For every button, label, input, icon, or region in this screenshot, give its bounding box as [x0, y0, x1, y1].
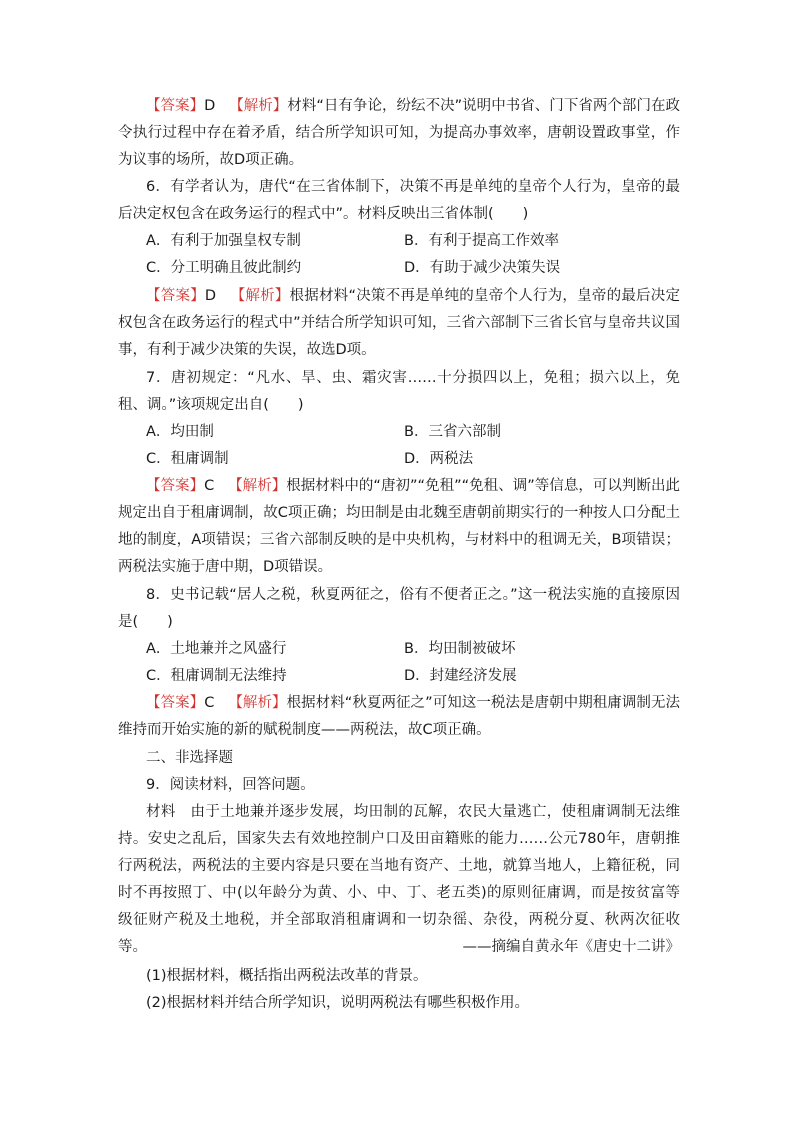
q7-option-c: C．租庸调制: [146, 451, 229, 467]
answer-label: 【答案】: [146, 288, 205, 304]
q8-answer-block: [118, 690, 680, 744]
q9-subquestion-2: (2)根据材料并结合所学知识，说明两税法有哪些积极作用。: [146, 995, 530, 1011]
q6-stem: 6．有学者认为，唐代“在三省体制下，决策不再是单纯的皇帝个人行为，皇帝的最后决定权包含在政务运行的程式中”。材料反映出三省体制( ): [118, 179, 680, 222]
analysis-label: 【解析】: [228, 478, 287, 494]
q6-option-a: A．有利于加强皇权专制: [146, 233, 301, 249]
q6-answer: D: [204, 288, 217, 304]
answer-label: 【答案】: [146, 695, 205, 711]
q6-analysis: 根据材料“决策不再是单纯的皇帝个人行为，皇帝的最后决定权包含在政务运行的程式中”并结合所学知识可知，三省六部制下三省长官与皇帝共议国事，有利于减少决策的失误，故选D项。: [118, 288, 681, 358]
q7-stem: 7．唐初规定：“凡水、旱、虫、霜灾害……十分损四以上，免租；损六以上，免租、调。”该项规定出自( ): [118, 370, 680, 413]
q7-option-a: A．均田制: [146, 424, 214, 440]
q8-option-a: A．土地兼并之风盛行: [146, 641, 287, 657]
q8-option-b: B．均田制被破坏: [404, 641, 516, 657]
q9-source: ——摘编自黄永年《唐史十二讲》: [462, 939, 680, 955]
q9-material: 材料 由于土地兼并逐步发展，均田制的瓦解，农民大量逃亡，使租庸调制无法维持。安史之乱后，国家失去有效地控制户口及田亩籍账的能力……公元780年，唐朝推行两税法，两税法的主要内容是只要在当地有资产、土地，就算当地人，上籍征税，同时不再按照丁、中(以年龄分为黄、小、中、丁、老五类)的原则征庸调，而是按贫富等级征财产税及土地税，并全部取消租庸调和一切杂徭、杂役，两税分夏、秋两次征收等。: [118, 804, 680, 955]
q8-stem: 8．史书记载“居人之税，秋夏两征之，俗有不便者正之。”这一税法实施的直接原因是( ): [118, 587, 680, 630]
q7-answer-block: [118, 473, 680, 581]
analysis-label: 【解析】: [228, 695, 287, 711]
analysis-label: 【解析】: [230, 288, 290, 304]
q8-option-c: C．租庸调制无法维持: [146, 668, 287, 684]
q7-analysis: 根据材料中的“唐初”“免租”“免租、调”等信息，可以判断出此规定出自于租庸调制，故C项正确；均田制是由北魏至唐朝前期实行的一种按人口分配土地的制度，A项错误；三省六部制反映的是中央机构，与材料中的租调无关，B项错误；两税法实施于唐中期，D项错误。: [118, 478, 681, 575]
q8-option-d: D．封建经济发展: [404, 668, 517, 684]
q6-option-d: D．有助于减少决策失误: [404, 260, 561, 276]
q5-answer: D: [204, 98, 216, 114]
q6-option-b: B．有利于提高工作效率: [404, 233, 559, 249]
section-heading: 二、非选择题: [146, 750, 233, 766]
answer-label: 【答案】: [146, 478, 205, 494]
q8-analysis: 根据材料“秋夏两征之”可知这一税法是唐朝中期租庸调制无法维持而开始实施的新的赋税制度——两税法，故C项正确。: [118, 695, 681, 738]
q5-answer-block: [118, 93, 680, 174]
q6-option-c: C．分工明确且彼此制约: [146, 260, 302, 276]
q7-option-d: D．两税法: [404, 451, 474, 467]
q9-stem: 9．阅读材料，回答问题。: [146, 777, 315, 793]
q9-subquestion-1: (1)根据材料，概括指出两税法改革的背景。: [146, 968, 428, 984]
q5-analysis: 材料“日有争论，纷纭不决”说明中书省、门下省两个部门在政令执行过程中存在着矛盾，结合所学知识可知，为提高办事效率，唐朝设置政事堂，作为议事的场所，故D项正确。: [118, 98, 681, 168]
answer-label: 【答案】: [146, 98, 205, 114]
q7-option-b: B．三省六部制: [404, 424, 501, 440]
q6-answer-block: [118, 283, 680, 364]
q7-answer: C: [204, 478, 215, 494]
analysis-label: 【解析】: [229, 98, 288, 114]
q8-answer: C: [204, 695, 215, 711]
